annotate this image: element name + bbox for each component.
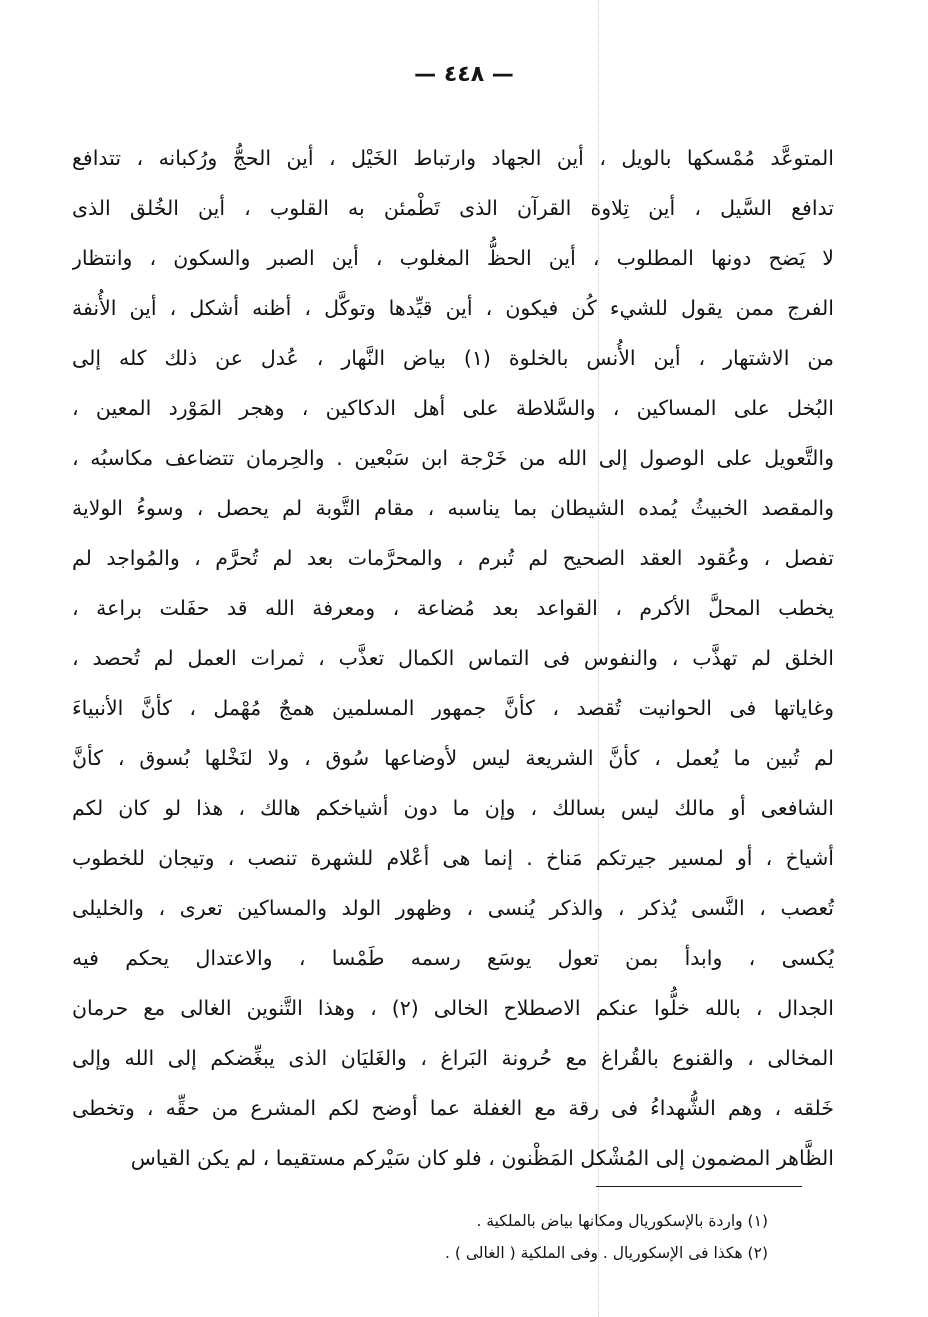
- footnote-2: (٢) هكذا فى الإسكوريال . وفى الملكية ( الغالى ) .: [445, 1244, 768, 1262]
- text-line: يخطب المحلَّ الأكرم ، القواعد بعد مُضاعة ، ومعرفة الله قد حفَلت براعة ،: [72, 596, 834, 620]
- text-line: الظَّاهر المضمون إلى المُشْكل المَظْنون ، فلو كان سَيْركم مستقيما ، لم يكن القياس: [130, 1146, 834, 1170]
- text-line: المتوعَّد مُمْسكها بالويل ، أين الجهاد وارتباط الخَيْل ، أين الحجُّ ورُكبانه ، تتدافع: [72, 146, 834, 170]
- text-line: البُخل على المساكين ، والسَّلاطة على أهل الدكاكين ، وهجر المَوْرد المعين ،: [72, 396, 834, 420]
- text-line: تدافع السَّيل ، أين تِلاوة القرآن الذى تَطْمئن به القلوب ، أين الخُلق الذى: [72, 196, 834, 220]
- text-line: الجدال ، بالله خلُّوا عنكم الاصطلاح الخالى (٢) ، وهذا التَّنوين الغالى مع حرمان: [72, 996, 834, 1020]
- text-line: لا يَضح دونها المطلوب ، أين الحظُّ المغلوب ، أين الصبر والسكون ، وانتظار: [72, 246, 834, 270]
- text-line: الخلق لم تهذَّب ، والنفوس فى التماس الكمال تعذَّب ، ثمرات العمل لم تُحصد ،: [72, 646, 834, 670]
- text-line: المخالى ، والقنوع بالقُراغ مع حُرونة البَراغ ، والغَليَان الذى يبغِّضكم إلى الله وإلى: [72, 1046, 834, 1070]
- text-line: لم تُبين ما يُعمل ، كأنَّ الشريعة ليس لأوضاعها سُوق ، ولا لنَخْلها بُسوق ، كأنَّ: [72, 746, 834, 770]
- text-line: من الاشتهار ، أين الأُنس بالخلوة (١) بياض النَّهار ، عُدل عن ذلك كله إلى: [72, 346, 834, 370]
- text-line: الفرج ممن يقول للشيء كُن فيكون ، أين قيِّدها وتوكَّل ، أظنه أشكل ، أين الأُنفة: [72, 296, 834, 320]
- text-line: خَلقه ، وهم الشُّهداءُ فى رقة مع الغفلة عما أوضح لكم المشرع من حقِّه ، وتخطى: [72, 1096, 834, 1120]
- page-number: — ٤٤٨ —: [414, 62, 514, 87]
- text-line: أشياخ ، أو لمسير جيرتكم مَناخ . إنما هى أعْلام للشهرة تنصب ، وتيجان للخطوب: [72, 846, 834, 870]
- footnotes-block: [248, 1205, 768, 1269]
- footnote-divider: [596, 1186, 802, 1187]
- text-line: الشافعى أو مالك ليس بسالك ، وإن ما دون أشياخكم هالك ، هذا لو كان لكم: [72, 796, 834, 820]
- text-line: والمقصد الخبيثُ يُمده الشيطان بما يناسبه ، مقام التَّوبة لم يحصل ، وسوءُ الولاية: [72, 496, 834, 520]
- main-text-block: [72, 133, 834, 1183]
- footnote-1: (١) واردة بالإسكوريال ومكانها بياض بالملكية .: [476, 1212, 768, 1230]
- text-line: تفصل ، وعُقود العقد الصحيح لم تُبرم ، والمحرَّمات بعد لم تُحرَّم ، والمُواجد لم: [72, 546, 834, 570]
- text-line: والتَّعويل على الوصول إلى الله من خَرْجة ابن سَبْعين . والحِرمان تتضاعف مكاسبُه ،: [72, 446, 834, 470]
- text-line: وغاياتها فى الحوانيت تُقصد ، كأنَّ جمهور المسلمين همجٌ مُهْمل ، كأنَّ الأنبياءَ: [72, 696, 834, 720]
- text-line: تُعصب ، النَّسى يُذكر ، والذكر يُنسى ، وظهور الولد والمساكين تعرى ، والخليلى: [72, 896, 834, 920]
- text-line: يُكسى ، وابدأ بمن تعول يوسَع رسمه طَمْسا ، والاعتدال يحكم فيه: [72, 946, 834, 970]
